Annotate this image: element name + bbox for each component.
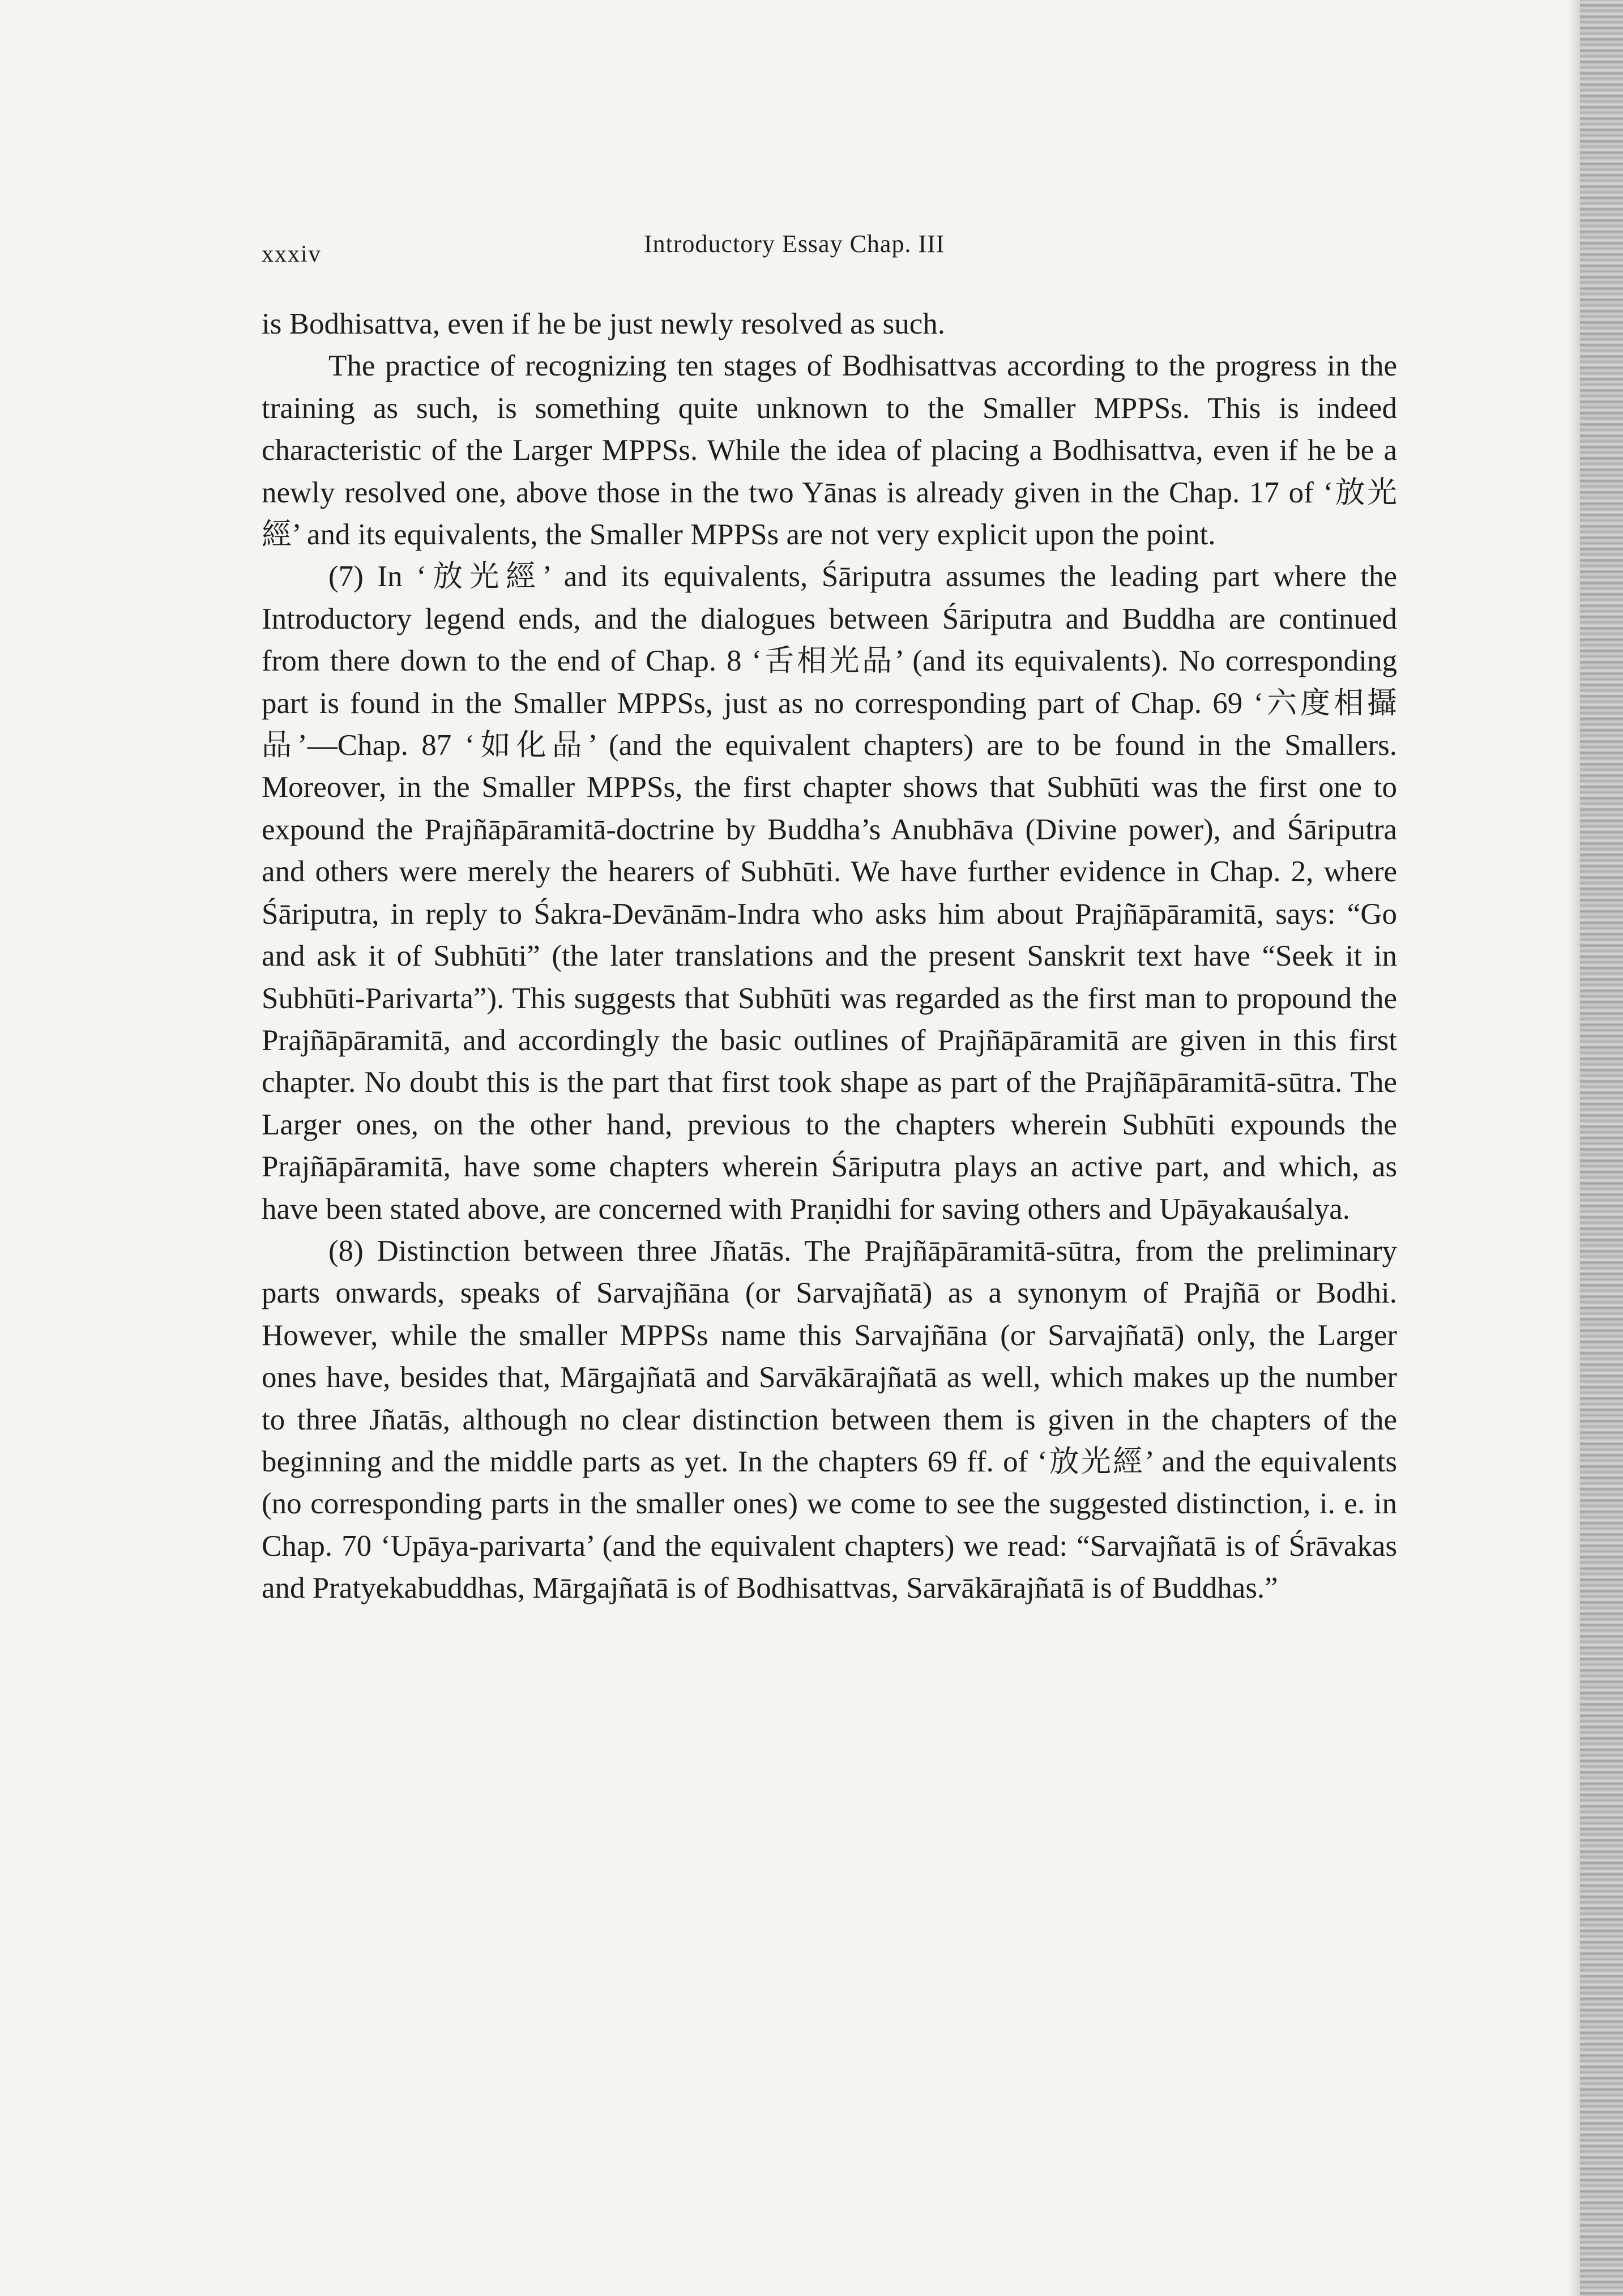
scan-shadow bbox=[1568, 0, 1580, 2296]
scanned-page-edge bbox=[1580, 0, 1623, 2296]
running-head: Introductory Essay Chap. III bbox=[644, 230, 945, 258]
paragraph-continuation: is Bodhisattva, even if he be just newly resolved as such. bbox=[262, 308, 945, 340]
page-content bbox=[262, 229, 1397, 1610]
paragraph-point-7: (7) In ‘放光經’ and its equivalents, Śāriputra assumes the leading part where the Introductory legend ends, and the dialogues between Śāriputra and Buddha are continued from there down to the end of Chap. 8 ‘舌相光品’ (and its equivalents). No corresponding part is found in the Smaller MPPSs, just as no corresponding part of Chap. 69 ‘六度相攝品’—Chap. 87 ‘如化品’ (and the equivalent chapters) are to be found in the Smallers. Moreover, in the Smaller MPPSs, the first chapter shows that Subhūti was the first one to expound the Prajñāpāramitā-doctrine by Buddha’s Anubhāva (Divine power), and Śāriputra and others were merely the hearers of Subhūti. We have further evidence in Chap. 2, where Śāriputra, in reply to Śakra-Devānām-Indra who asks him about Prajñāpāramitā, says: “Go and ask it of Subhūti” (the later translations and the present Sanskrit text have “Seek it in Subhūti-Parivarta”). This suggests that Subhūti was regarded as the first man to propound the Prajñāpāramitā, and accordingly the basic outlines of Prajñāpāramitā are given in this first chapter. No doubt this is the part that first took shape as part of the Prajñāpāramitā-sūtra. The Larger ones, on the other hand, previous to the chapters wherein Subhūti expounds the Prajñāpāramitā, have some chapters wherein Śāriputra plays an active part, and which, as have been stated above, are concerned with Praṇidhi for saving others and Upāyakauśalya. bbox=[262, 560, 1397, 1226]
paragraph-ten-stages: The practice of recognizing ten stages of Bodhisattvas according to the progress in the training as such, is something quite unknown to the Smaller MPPSs. This is indeed characteristic of the Larger MPPSs. While the idea of placing a Bodhisattva, even if he be a newly resolved one, above those in the two Yānas is already given in the Chap. 17 of ‘放光經’ and its equivalents, the Smaller MPPSs are not very explicit upon the point. bbox=[262, 349, 1397, 552]
page-header bbox=[262, 229, 1397, 275]
paragraph-point-8: (8) Distinction between three Jñatās. The Prajñāpāramitā-sūtra, from the preliminary parts onwards, speaks of Sarvajñāna (or Sarvajñatā) as a synonym of Prajñā or Bodhi. However, while the smaller MPPSs name this Sarvajñāna (or Sarvajñatā) only, the Larger ones have, besides that, Mārgajñatā and Sarvākārajñatā as well, which makes up the number to three Jñatās, although no clear distinction between them is given in the chapters of the beginning and the middle parts as yet. In the chapters 69 ff. of ‘放光經’ and the equivalents (no corresponding parts in the smaller ones) we come to see the suggested distinction, i. e. in Chap. 70 ‘Upāya-parivarta’ (and the equivalent chapters) we read: “Sarvajñatā is of Śrāvakas and Pratyekabuddhas, Mārgajñatā is of Bodhisattvas, Sarvākārajñatā is of Buddhas.” bbox=[262, 1234, 1397, 1605]
page-number: xxxiv bbox=[262, 241, 322, 267]
